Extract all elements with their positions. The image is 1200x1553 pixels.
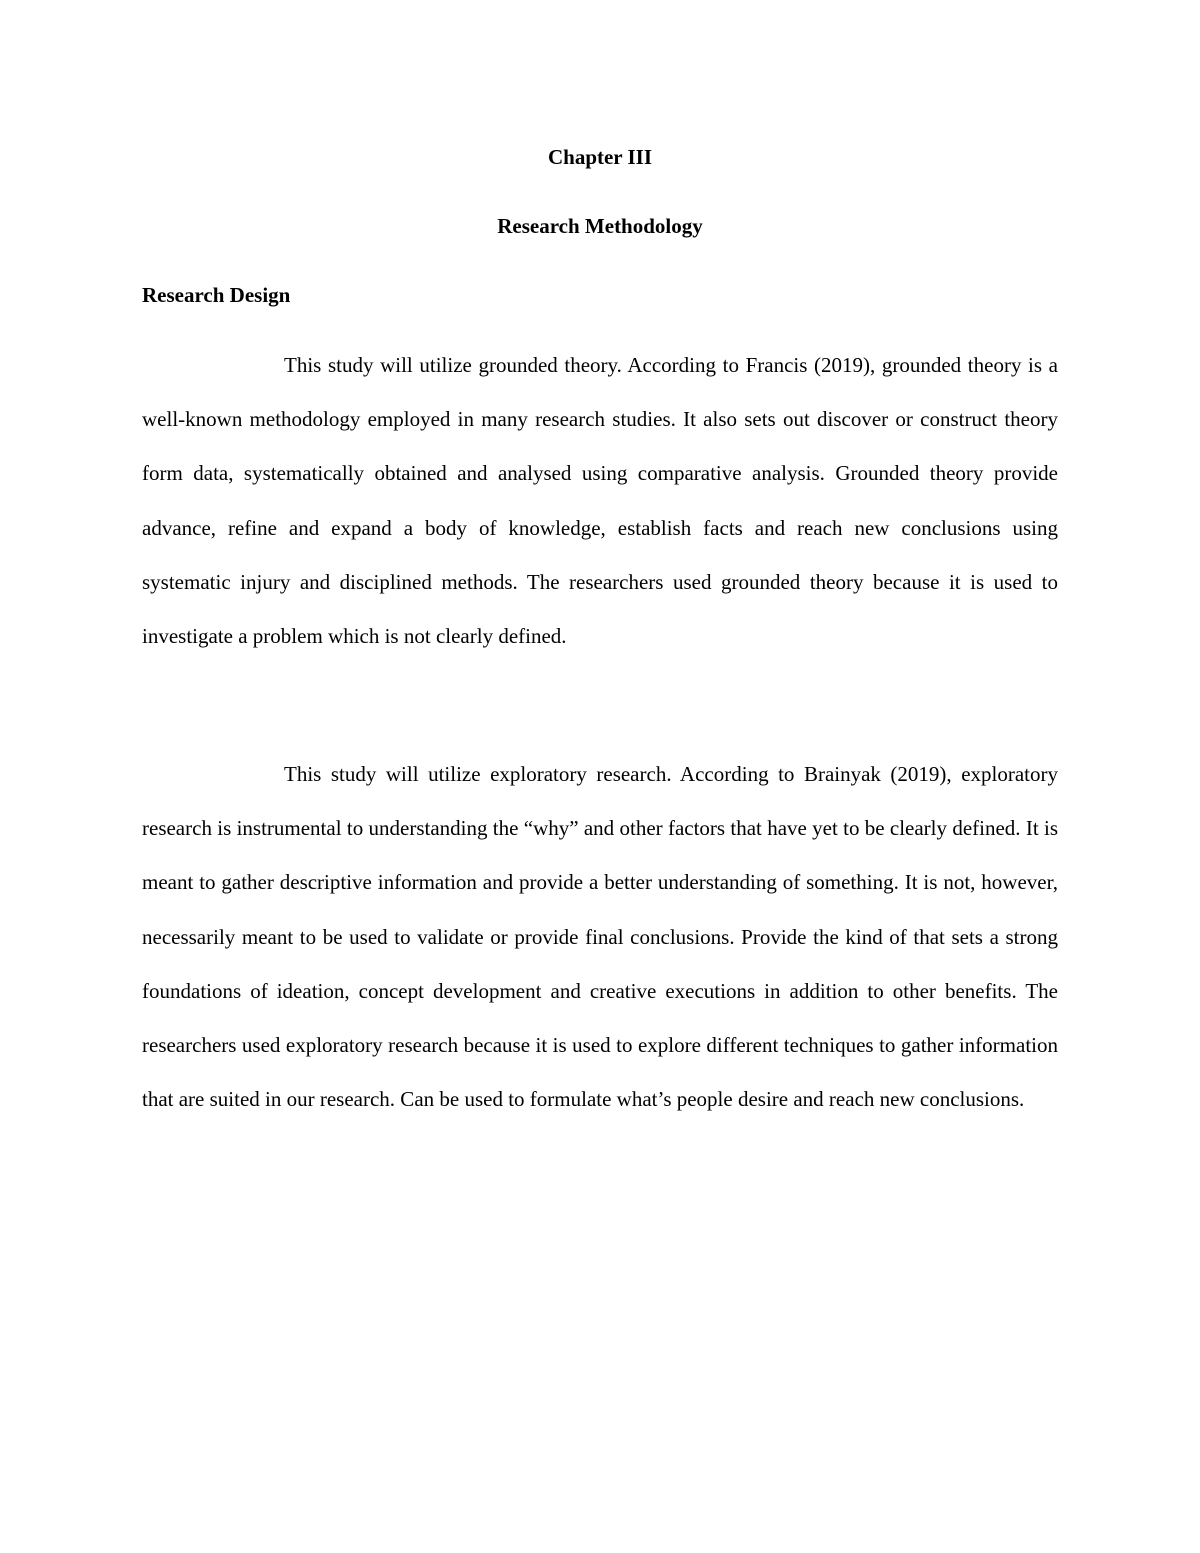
chapter-title: Chapter III <box>547 145 653 169</box>
section-heading-research-design: Research Design <box>142 283 291 307</box>
methodology-title: Research Methodology <box>497 214 703 238</box>
paragraph-exploratory-research: This study will utilize exploratory research. According to Brainyak (2019), exploratory research is instrumental to understanding the “why” and other factors that have yet to be clearly defined. It is meant to gather descriptive information and provide a better understanding of something. It is not, however, necessarily meant to be used to validate or provide final conclusions. Provide the kind of that sets a strong foundations of ideation, concept development and creative executions in addition to other benefits. The researchers used exploratory research because it is used to explore different techniques to gather information that are suited in our research. Can be used to formulate what’s people desire and reach new conclusions. <box>142 762 1058 1112</box>
paragraph-grounded-theory: This study will utilize grounded theory. According to Francis (2019), grounded theory is a well-known methodology employed in many research studies. It also sets out discover or construct theory form data, systematically obtained and analysed using comparative analysis. Grounded theory provide advance, refine and expand a body of knowledge, establish facts and reach new conclusions using systematic injury and disciplined methods. The researchers used grounded theory because it is used to investigate a problem which is not clearly defined. <box>142 353 1058 649</box>
